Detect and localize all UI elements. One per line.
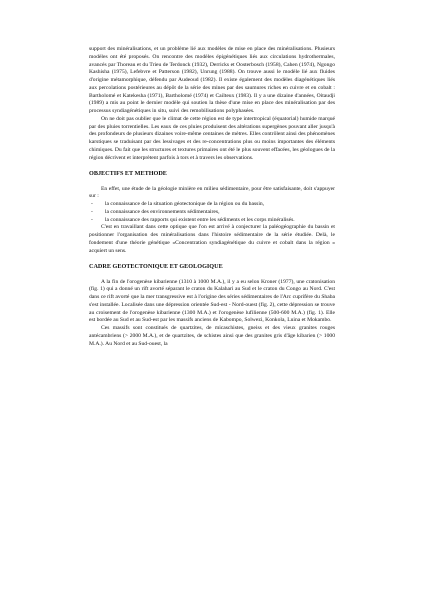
paragraph-kibarian-orogeny: A la fin de l'orogenèse kibarienne (1310 à 1000 M.A.), il y a eu selon Kroner (1977), une cratonisation (fig. 1) qui a donné un rift avorté séparant le craton du Kalahari au Sud et le craton du Congo au Nord. C'est dans ce rift avorté que la mer transgressive est à l'origine des séries sédimentaires de l'Arc cuprifère du Shaba s'est installée. Localisée dans une dépression orientée Sud-est - Nord-ouest (fig. 2), cette dépression se trouve au croisement de l'orogenèse kibarienne (1300 M.A.) et l'orogenèse lufilienne (500-600 M.A.) (fig. 1). Elle est bordée au Sud et au Sud-est par les massifs anciens de Kabompo, Solwezi, Konkola, Luina et Mokambo.	[89, 278, 335, 324]
list-item: - la connaissance de la situation géotectonique de la région ou du bassin,	[91, 201, 265, 207]
document-body	[89, 46, 335, 348]
bullet-dash: -	[91, 201, 93, 207]
bullet-dash: -	[91, 216, 93, 223]
paragraph-paleogeography: C'est en travaillant dans cette optique que l'on est arrivé à conjecturer la paléogéographie du bassin et positionner l'organisation des minéralisations dans l'histoire sédimentaire de la série étudiée. Delà, le fondement d'une théorie génétique «Concentration syndiagénétique du cuivre et cobalt dans la région » acquiert un sens.	[89, 224, 335, 254]
list-item: - la connaissance des environnements sédimentaires,	[91, 208, 220, 215]
spacer	[89, 255, 335, 263]
paragraph-study-basis: En effet, une étude de la géologie minière en milieu sédimentaire, pour être satisfaisante, doit s'appuyer sur :	[89, 185, 335, 200]
list-item: - la connaissance des rapports qui existent entre les sédiments et les corps minéralisés.	[91, 216, 295, 223]
paragraph-climate: On ne doit pas oublier que le climat de cette région est de type intertropical (équatorial) humide marqué par des pluies torrentielles. Les eaux de ces pluies produisent des altérations supergènes pouvant aller jusqu'à des profondeurs de plusieurs dizaines voire-même centaines de mètres. Elles contrôlent ainsi des phénomènes karstiques se traduisant par des lessivages et des re-concentrations plus ou moins importantes des éléments chimiques. Du fait que les structures et textures primaires ont été le plus souvent effacées, les géologues de la région décrivent et interprètent parfois à tors et à travers les observations.	[89, 115, 335, 161]
spacer	[89, 271, 335, 279]
heading-objectives: OBJECTIFS ET METHODE	[89, 170, 167, 177]
spacer	[89, 178, 335, 186]
paragraph-massifs: Ces massifs sont constitués de quartzites, de micaschistes, gneiss et des vieux granites rouges antécambriens (> 2000 M.A.), et de quartzites, de schistes ainsi que des granites gris d'âge kibarien (> 1000 M.A.). Au Nord et au Sud-ouest, la	[89, 325, 335, 347]
paragraph-mineralisation-models: support des minéralisations, et un problème lié aux modèles de mise en place des minéralisations. Plusieurs modèles ont été proposés. On rencontre des modèles épigénétiques liés aux circulations hydrothermales, avancés par Thoreau et du Trieu de Terdonck (1932), Derricks et Oosterbosch (1958), Cahen (1974), Ngongo Kashisha (1975), Lefebvre et Patterson (1982), Unrung (1988). On trouve aussi le modèle lié aux fluides d'origine métamorphique, défendu par Audeoud (1982). Il existe également des modèles diagénétiques liés aux percolations postérieures au dépôt de la série des mines par des saumures riches en cuivre et en cobalt : Bartholomé et Katekesha (1971), Bartholomé (1974) et Cailteux (1983). Il y a une dizaine d'années, Oitaudji (1989) a mis au point le dernier modèle qui soutien la thèse d'une mise en place des minéralisation par des processus syndiagénétiques in situ, suivi des remobilisations polyphasées.	[89, 46, 335, 114]
heading-geotectonic-frame: CADRE GEOTECTONIQUE ET GEOLOGIQUE	[89, 263, 223, 270]
bullet-dash: -	[91, 208, 93, 215]
requirements-list	[89, 201, 335, 224]
spacer	[89, 162, 335, 170]
